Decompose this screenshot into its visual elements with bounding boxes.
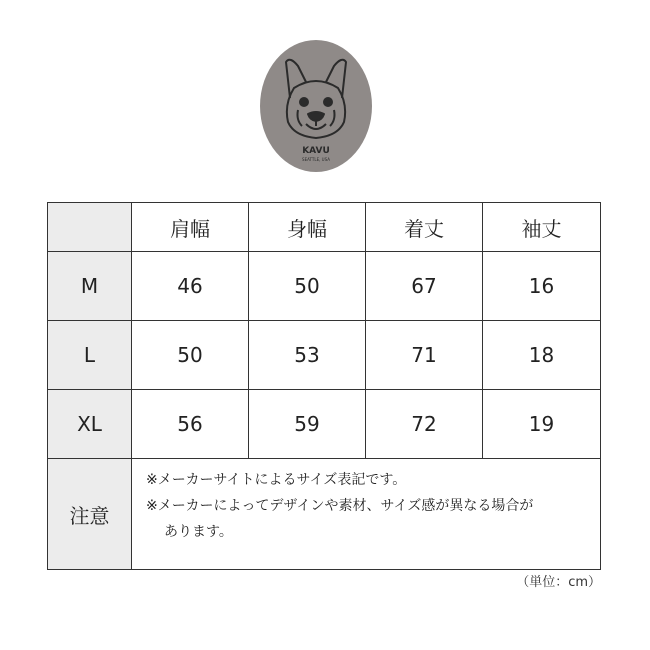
note-content (132, 459, 601, 570)
table-cell: 19 (483, 390, 601, 459)
table-row-notes (48, 459, 601, 570)
note-line: あります。 (164, 524, 233, 540)
unit-label: （単位：cm） (516, 575, 601, 590)
note-label: 注意 (48, 459, 132, 570)
table-cell: 18 (483, 321, 601, 390)
size-chart-table (47, 202, 601, 570)
table-cell: 67 (366, 252, 483, 321)
header-length: 着丈 (366, 203, 483, 252)
table-row-m (48, 252, 601, 321)
product-logo-image (260, 40, 372, 172)
logo-brand-text: KAVU (302, 146, 330, 156)
header-corner-cell (48, 203, 132, 252)
table-cell: 72 (366, 390, 483, 459)
header-sleeve-length: 袖丈 (483, 203, 601, 252)
size-label: L (48, 321, 132, 390)
table-cell: 56 (132, 390, 249, 459)
table-cell: 59 (249, 390, 366, 459)
table-header-row (48, 203, 601, 252)
logo-sub-text: SEATTLE, USA (302, 157, 330, 162)
size-label: M (48, 252, 132, 321)
table-row-xl (48, 390, 601, 459)
table-cell: 71 (366, 321, 483, 390)
table-row-l (48, 321, 601, 390)
note-line: ※メーカーによってデザインや素材、サイズ感が異なる場合が (146, 498, 534, 514)
header-body-width: 身幅 (249, 203, 366, 252)
note-line: ※メーカーサイトによるサイズ表記です。 (146, 472, 407, 488)
table-cell: 50 (249, 252, 366, 321)
header-shoulder-width: 肩幅 (132, 203, 249, 252)
table-cell: 46 (132, 252, 249, 321)
table-cell: 16 (483, 252, 601, 321)
table-cell: 53 (249, 321, 366, 390)
table-cell: 50 (132, 321, 249, 390)
size-label: XL (48, 390, 132, 459)
